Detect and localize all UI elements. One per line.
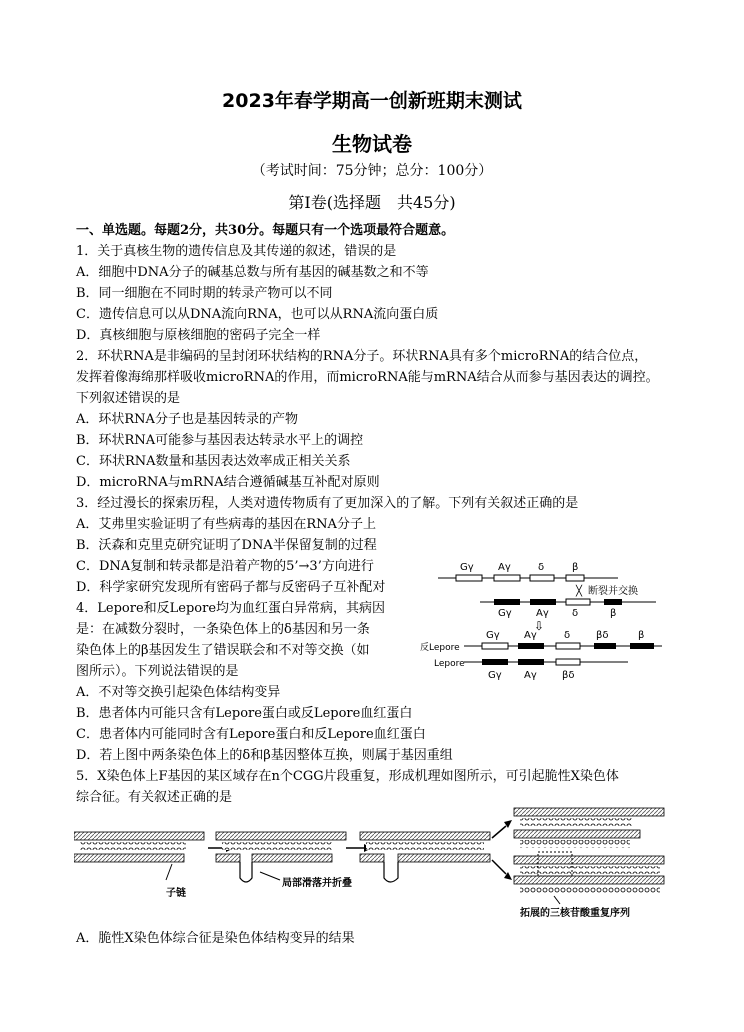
cgg-repeat-figure: [74, 806, 674, 922]
repeat-region: [520, 818, 632, 826]
q3-option-a: A．艾弗里实验证明了有些病毒的基因在RNA分子上: [76, 517, 376, 532]
dna-strand: [252, 854, 332, 862]
gene-label-beta: β: [610, 608, 617, 619]
q1-option-c: C．遗传信息可以从DNA流向RNA，也可以从RNA流向蛋白质: [76, 307, 439, 322]
exam-title: 2023年春学期高一创新班期末测试: [222, 90, 522, 112]
gene-label-alpha: Aγ: [524, 670, 537, 681]
gene-box: [530, 575, 554, 581]
gene-label-gamma: Gγ: [488, 670, 502, 681]
gene-label-alpha: Aγ: [536, 608, 549, 619]
repeat-region: [520, 840, 630, 848]
label-anti-lepore: 反Lepore: [420, 643, 460, 653]
gene-box: [594, 643, 616, 649]
gene-box: [530, 599, 556, 605]
arrow-icon: [492, 826, 506, 838]
q4-option-b: B．患者体内可能只含有Lepore蛋白或反Lepore血红蛋白: [76, 706, 413, 721]
dna-strand: [74, 832, 204, 840]
q1-option-a: A．细胞中DNA分子的碱基总数与所有基因的碱基数之和不等: [76, 265, 429, 280]
q2-option-d: D．microRNA与mRNA结合遵循碱基互补配对原则: [76, 475, 380, 490]
gene-label-gamma: Gγ: [498, 608, 512, 619]
dna-strand: [360, 854, 384, 862]
repeat-region: [520, 866, 660, 874]
instructions: 一、单选题。每题2分，共30分。每题只有一个选项最符合题意。: [76, 223, 455, 238]
gene-box: [482, 659, 508, 665]
q2-option-c: C．环状RNA数量和基因表达效率成正相关关系: [76, 454, 351, 469]
q1-option-b: B．同一细胞在不同时期的转录产物可以不同: [76, 286, 333, 301]
dna-strand: [216, 832, 346, 840]
q3-stem: 3．经过漫长的探索历程，人类对遗传物质有了更加深入的了解。下列有关叙述正确的是: [76, 496, 579, 511]
gene-label-gamma: Gγ: [460, 562, 474, 573]
label-child-strand: 子链: [166, 888, 186, 899]
q3-option-b: B．沃森和克里克研究证明了DNA半保留复制的过程: [76, 538, 377, 553]
repeat-region: [222, 842, 332, 850]
repeat-region: [80, 842, 186, 850]
q5-stem-1: 5．X染色体上F基因的某区域存在n个CGG片段重复，形成机理如图所示，可引起脆性X染色体: [76, 769, 619, 784]
q4-option-a: A．不对等交换引起染色体结构变异: [76, 685, 281, 700]
q4-option-c: C．患者体内可能同时含有Lepore蛋白和反Lepore血红蛋白: [76, 727, 426, 742]
q3-option-c: C．DNA复制和转录都是沿着产物的5’→3’方向进行: [76, 559, 374, 574]
gene-label-delta: δ: [564, 630, 571, 641]
gene-label-gamma: Gγ: [486, 630, 500, 641]
gene-box: [482, 643, 508, 649]
q1-option-d: D．真核细胞与原核细胞的密码子完全一样: [76, 328, 321, 343]
gene-label-betadelta: βδ: [596, 630, 609, 641]
q2-stem-3: 下列叙述错误的是: [76, 391, 181, 406]
fold-loop: [384, 862, 398, 882]
gene-box: [566, 599, 590, 605]
q4-stem-4: 图所示）。下列说法错误的是: [76, 664, 239, 679]
gene-box: [556, 659, 580, 665]
dna-strand: [514, 856, 664, 864]
cross-icon: ╳: [576, 586, 583, 597]
exam-subject: 生物试卷: [332, 132, 412, 156]
q2-option-b: B．环状RNA可能参与基因表达转录水平上的调控: [76, 433, 364, 448]
cross-annotation: 断裂并交换: [588, 586, 638, 597]
q4-stem-3: 染色体上的β基因发生了错误联会和不对等交换（如: [76, 643, 370, 658]
pointer-line: [554, 896, 560, 904]
q4-option-d: D．若上图中两条染色体上的δ和β基因整体互换，则属于基因重组: [76, 748, 453, 763]
label-fold: 局部滑落并折叠: [282, 878, 352, 889]
repeat-region: [366, 842, 484, 850]
label-lepore: Lepore: [434, 659, 465, 669]
gene-label-delta: δ: [572, 608, 579, 619]
dna-strand: [514, 876, 664, 884]
q2-option-a: A．环状RNA分子也是基因转录的产物: [76, 412, 298, 427]
lepore-crossover-figure: [418, 558, 670, 690]
dna-strand: [74, 854, 184, 862]
dna-strand: [514, 830, 640, 838]
gene-box: [518, 643, 544, 649]
gene-box: [630, 643, 654, 649]
gene-box: [556, 643, 580, 649]
gene-box: [604, 599, 622, 605]
section-heading: 第Ⅰ卷(选择题 共45分): [288, 193, 456, 212]
gene-label-alpha: Aγ: [524, 630, 537, 641]
q2-stem-1: 2．环状RNA是非编码的呈封闭环状结构的RNA分子。环状RNA具有多个microRNA的结合位点，: [76, 349, 648, 364]
dna-strand: [514, 808, 664, 816]
q4-stem-2: 是：在减数分裂时，一条染色体上的δ基因和另一条: [76, 622, 370, 637]
exam-info: （考试时间：75分钟；总分：100分）: [251, 163, 493, 179]
q5-option-a: A．脆性X染色体综合征是染色体结构变异的结果: [76, 931, 355, 946]
q4-stem-1: 4．Lepore和反Lepore均为血红蛋白异常病，其病因: [76, 601, 386, 616]
gene-label-beta: β: [572, 562, 579, 573]
pointer-line: [166, 864, 172, 880]
gene-box: [456, 575, 482, 581]
gene-label-betadelta: βδ: [562, 670, 575, 681]
repeat-region: [520, 886, 660, 894]
dna-strand: [216, 854, 240, 862]
label-repeat: 拓展的三核苷酸重复序列: [520, 908, 630, 919]
gene-box: [494, 599, 520, 605]
gene-label-delta: δ: [538, 562, 545, 573]
q2-stem-2: 发挥着像海绵那样吸收microRNA的作用，而microRNA能与mRNA结合从而参与基因表达的调控。: [76, 370, 659, 385]
down-arrow-icon: ⇩: [534, 619, 545, 633]
gene-label-alpha: Aγ: [498, 562, 511, 573]
gene-box: [494, 575, 520, 581]
pointer-line: [260, 872, 280, 880]
q1-stem: 1．关于真核生物的遗传信息及其传递的叙述，错误的是: [76, 244, 397, 259]
dna-strand: [398, 854, 490, 862]
q5-stem-2: 综合征。有关叙述正确的是: [76, 790, 233, 805]
fold-loop: [240, 862, 252, 882]
gene-label-beta: β: [638, 630, 645, 641]
gene-box: [518, 659, 544, 665]
dna-strand: [360, 832, 490, 840]
arrow-icon: [492, 860, 506, 874]
q3-option-d: D．科学家研究发现所有密码子都与反密码子互补配对: [76, 580, 386, 595]
gene-box: [566, 575, 584, 581]
